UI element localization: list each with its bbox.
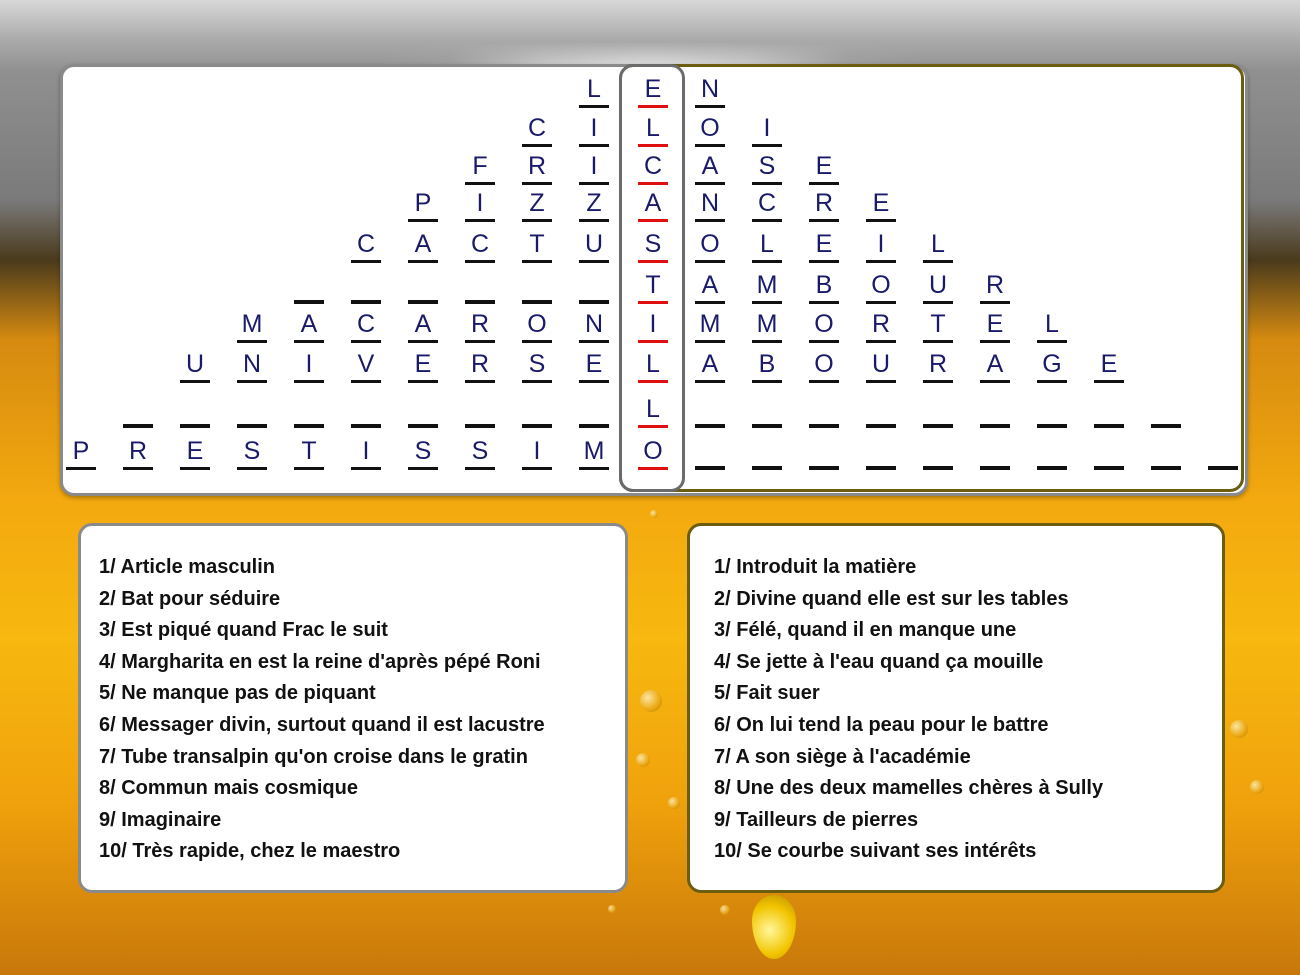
letter-cell[interactable]: O bbox=[864, 270, 898, 304]
mid-letter-cell[interactable]: O bbox=[636, 436, 670, 470]
letter-cell[interactable]: I bbox=[349, 436, 383, 470]
letter-cell[interactable]: M bbox=[693, 309, 727, 343]
letter-cell[interactable]: I bbox=[750, 113, 784, 147]
letter-cell[interactable] bbox=[693, 436, 727, 470]
letter-cell[interactable]: O bbox=[693, 229, 727, 263]
letter-cell[interactable] bbox=[1035, 436, 1069, 470]
letter-cell[interactable]: V bbox=[349, 349, 383, 383]
letter-cell[interactable]: S bbox=[463, 436, 497, 470]
letter-cell[interactable]: R bbox=[520, 151, 554, 185]
bubble-decor bbox=[608, 905, 616, 913]
letter-cell[interactable]: S bbox=[750, 151, 784, 185]
letter-cell[interactable] bbox=[349, 394, 383, 428]
letter-cell[interactable]: L bbox=[750, 229, 784, 263]
letter-cell[interactable]: L bbox=[577, 74, 611, 108]
letter-cell[interactable]: G bbox=[1035, 349, 1069, 383]
letter-cell[interactable] bbox=[292, 394, 326, 428]
letter-cell[interactable]: A bbox=[406, 309, 440, 343]
letter-cell[interactable]: S bbox=[235, 436, 269, 470]
mid-letter-cell[interactable]: I bbox=[636, 309, 670, 343]
bubble-decor bbox=[720, 905, 730, 915]
letter-cell[interactable] bbox=[1092, 436, 1126, 470]
letter-cell[interactable]: R bbox=[463, 309, 497, 343]
letter-cell[interactable]: R bbox=[807, 188, 841, 222]
letter-cell[interactable]: M bbox=[577, 436, 611, 470]
clue-right: 8/ Une des deux mamelles chères à Sully bbox=[714, 777, 1104, 800]
clue-right: 5/ Fait suer bbox=[714, 682, 820, 705]
letter-cell[interactable]: E bbox=[1092, 349, 1126, 383]
letter-cell[interactable]: M bbox=[750, 309, 784, 343]
letter-cell[interactable]: N bbox=[235, 349, 269, 383]
letter-cell[interactable] bbox=[921, 436, 955, 470]
letter-cell[interactable]: I bbox=[463, 188, 497, 222]
letter-cell[interactable]: P bbox=[64, 436, 98, 470]
mid-letter-cell[interactable]: E bbox=[636, 74, 670, 108]
letter-cell[interactable]: O bbox=[807, 349, 841, 383]
letter-cell[interactable]: C bbox=[520, 113, 554, 147]
clue-right: 4/ Se jette à l'eau quand ça mouille bbox=[714, 650, 1044, 673]
letter-cell[interactable] bbox=[1149, 394, 1183, 428]
letter-cell[interactable]: Z bbox=[520, 188, 554, 222]
letter-cell[interactable]: I bbox=[577, 113, 611, 147]
letter-cell[interactable]: M bbox=[750, 270, 784, 304]
letter-cell[interactable]: R bbox=[121, 436, 155, 470]
letter-cell[interactable] bbox=[1035, 394, 1069, 428]
letter-cell[interactable]: E bbox=[178, 436, 212, 470]
bubble-decor bbox=[640, 690, 662, 712]
letter-cell[interactable]: U bbox=[921, 270, 955, 304]
clue-right: 1/ Introduit la matière bbox=[714, 556, 917, 578]
letter-cell[interactable] bbox=[1092, 394, 1126, 428]
letter-cell[interactable]: A bbox=[693, 270, 727, 304]
letter-cell[interactable]: I bbox=[520, 436, 554, 470]
letter-cell[interactable] bbox=[178, 394, 212, 428]
letter-cell[interactable]: A bbox=[406, 229, 440, 263]
bubble-decor bbox=[636, 753, 650, 767]
bubble-decor bbox=[650, 510, 658, 518]
letter-cell[interactable]: R bbox=[978, 270, 1012, 304]
letter-cell[interactable] bbox=[864, 394, 898, 428]
letter-cell[interactable] bbox=[921, 394, 955, 428]
letter-cell[interactable]: F bbox=[463, 151, 497, 185]
letter-cell[interactable]: T bbox=[520, 229, 554, 263]
clue-right: 9/ Tailleurs de pierres bbox=[714, 808, 919, 831]
beer-foam bbox=[0, 0, 1300, 70]
letter-cell[interactable] bbox=[864, 436, 898, 470]
letter-cell[interactable]: O bbox=[693, 113, 727, 147]
letter-cell[interactable] bbox=[406, 394, 440, 428]
letter-cell[interactable]: O bbox=[520, 309, 554, 343]
letter-cell[interactable]: O bbox=[807, 309, 841, 343]
letter-cell[interactable]: L bbox=[921, 229, 955, 263]
letter-cell[interactable]: R bbox=[864, 309, 898, 343]
mid-letter-cell[interactable]: A bbox=[636, 188, 670, 222]
clue-right: 2/ Divine quand elle est sur les tables bbox=[714, 587, 1069, 610]
mid-letter-cell[interactable]: C bbox=[636, 151, 670, 185]
letter-cell[interactable] bbox=[807, 394, 841, 428]
letter-cell[interactable] bbox=[693, 394, 727, 428]
clue-left: 8/ Commun mais cosmique bbox=[99, 777, 358, 800]
clue-left: 9/ Imaginaire bbox=[99, 808, 222, 831]
letter-cell[interactable]: C bbox=[750, 188, 784, 222]
letter-cell[interactable]: N bbox=[693, 74, 727, 108]
letter-cell[interactable]: C bbox=[349, 309, 383, 343]
letter-cell[interactable]: P bbox=[406, 188, 440, 222]
letter-cell[interactable] bbox=[1206, 436, 1240, 470]
letter-cell[interactable]: C bbox=[349, 229, 383, 263]
letter-cell[interactable]: B bbox=[807, 270, 841, 304]
clue-left: 3/ Est piqué quand Frac le suit bbox=[99, 619, 388, 642]
letter-cell[interactable] bbox=[750, 436, 784, 470]
bubble-decor bbox=[668, 797, 680, 809]
letter-cell[interactable]: R bbox=[463, 349, 497, 383]
clue-left: 4/ Margharita en est la reine d'après pépé Roni bbox=[99, 650, 541, 673]
letter-cell[interactable]: T bbox=[921, 309, 955, 343]
clues-left-panel bbox=[78, 523, 628, 893]
mid-letter-cell[interactable]: T bbox=[636, 270, 670, 304]
letter-cell[interactable]: E bbox=[864, 188, 898, 222]
letter-cell[interactable] bbox=[235, 394, 269, 428]
bubble-decor bbox=[1230, 720, 1248, 738]
letter-cell[interactable]: B bbox=[750, 349, 784, 383]
letter-cell[interactable]: M bbox=[235, 309, 269, 343]
letter-cell[interactable] bbox=[750, 394, 784, 428]
letter-cell[interactable]: T bbox=[292, 436, 326, 470]
clue-left: 7/ Tube transalpin qu'on croise dans le gratin bbox=[99, 745, 528, 768]
letter-cell[interactable] bbox=[463, 270, 497, 304]
mid-letter-cell[interactable]: S bbox=[636, 229, 670, 263]
clue-right: 10/ Se courbe suivant ses intérêts bbox=[714, 840, 1037, 863]
letter-cell[interactable] bbox=[807, 436, 841, 470]
letter-cell[interactable]: A bbox=[693, 349, 727, 383]
letter-cell[interactable]: I bbox=[864, 229, 898, 263]
letter-cell[interactable] bbox=[520, 270, 554, 304]
mid-letter-cell[interactable]: L bbox=[636, 394, 670, 428]
letter-cell[interactable]: C bbox=[463, 229, 497, 263]
clue-left: 6/ Messager divin, surtout quand il est lacustre bbox=[99, 713, 545, 736]
letter-cell[interactable]: L bbox=[1035, 309, 1069, 343]
letter-cell[interactable]: E bbox=[807, 151, 841, 185]
letter-cell[interactable]: A bbox=[292, 309, 326, 343]
letter-cell[interactable]: U bbox=[178, 349, 212, 383]
letter-cell[interactable]: N bbox=[693, 188, 727, 222]
letter-cell[interactable] bbox=[463, 394, 497, 428]
clue-left: 5/ Ne manque pas de piquant bbox=[99, 682, 376, 705]
letter-cell[interactable] bbox=[577, 270, 611, 304]
letter-cell[interactable] bbox=[1149, 436, 1183, 470]
letter-cell[interactable] bbox=[349, 270, 383, 304]
clues-right-panel bbox=[687, 523, 1225, 893]
letter-cell[interactable]: E bbox=[978, 309, 1012, 343]
bubble-decor bbox=[1250, 780, 1264, 794]
mid-letter-cell[interactable]: L bbox=[636, 349, 670, 383]
letter-cell[interactable]: R bbox=[921, 349, 955, 383]
letter-cell[interactable]: S bbox=[406, 436, 440, 470]
letter-cell[interactable] bbox=[978, 394, 1012, 428]
letter-cell[interactable] bbox=[292, 270, 326, 304]
letter-cell[interactable]: I bbox=[292, 349, 326, 383]
clue-left: 2/ Bat pour séduire bbox=[99, 587, 281, 610]
clue-right: 7/ A son siège à l'académie bbox=[714, 745, 971, 768]
letter-cell[interactable]: N bbox=[577, 309, 611, 343]
letter-cell[interactable] bbox=[406, 270, 440, 304]
letter-cell[interactable] bbox=[520, 394, 554, 428]
letter-cell[interactable]: E bbox=[406, 349, 440, 383]
mid-letter-cell[interactable]: L bbox=[636, 113, 670, 147]
letter-cell[interactable]: I bbox=[577, 151, 611, 185]
clue-right: 3/ Félé, quand il en manque une bbox=[714, 619, 1017, 642]
letter-cell[interactable]: E bbox=[807, 229, 841, 263]
clue-left: 10/ Très rapide, chez le maestro bbox=[99, 840, 401, 863]
letter-cell[interactable]: E bbox=[577, 349, 611, 383]
clue-left: 1/ Article masculin bbox=[99, 556, 275, 578]
letter-cell[interactable] bbox=[121, 394, 155, 428]
letter-cell[interactable]: U bbox=[864, 349, 898, 383]
letter-cell[interactable]: S bbox=[520, 349, 554, 383]
letter-cell[interactable]: A bbox=[693, 151, 727, 185]
letter-cell[interactable] bbox=[978, 436, 1012, 470]
letter-cell[interactable]: Z bbox=[577, 188, 611, 222]
beer-drop bbox=[752, 895, 796, 959]
letter-cell[interactable]: U bbox=[577, 229, 611, 263]
clue-right: 6/ On lui tend la peau pour le battre bbox=[714, 713, 1049, 736]
letter-cell[interactable] bbox=[577, 394, 611, 428]
letter-cell[interactable]: A bbox=[978, 349, 1012, 383]
